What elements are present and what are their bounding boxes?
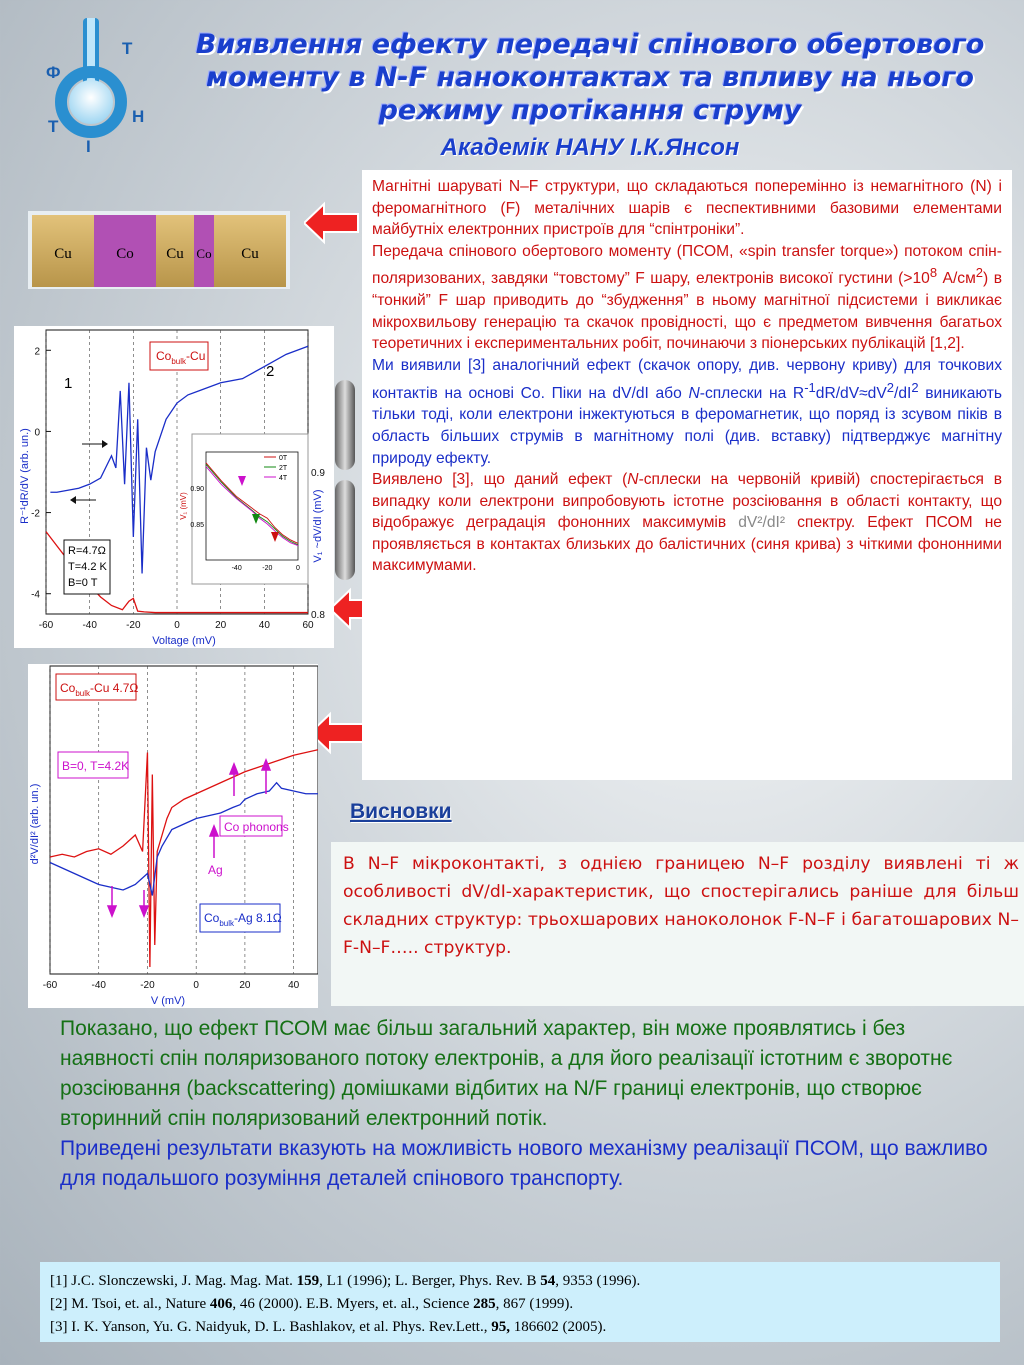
x-tick-label: -20 (140, 980, 155, 991)
inset-x-tick-label: 0 (296, 565, 300, 572)
paragraph: Магнітні шаруваті N–F структури, що складаються поперемінно із немагнітного (N) і феромагнітного (F) металічних шарів є песпективними базовими елементами майбутніх електронних пристроїв для “спінтроніки”. (372, 178, 1002, 239)
y-tick-label: 2 (34, 346, 40, 358)
paragraph: Виявлено [3], що даний ефект (N-сплески на червоній кривій) спостерігається в випадку коли електрони випробовують істотне розсіювання в області контакту, що відображує деградація фононних максимумів dV²/dI² спектру. Ефект ПСОМ не проявляється в контактах близьких до балістичних (синя крива) з чіткими фононними максимумами. (372, 471, 1002, 575)
x-tick-label: 40 (258, 620, 270, 631)
x-tick-label: 20 (215, 620, 227, 631)
y-tick-label: -4 (31, 589, 40, 601)
x-tick-label: 0 (174, 620, 180, 631)
conclusions-heading: Висновки (350, 800, 452, 823)
title-line: Виявлення ефекту передачі спінового обертового (195, 29, 985, 60)
red-arrow-icon (304, 200, 360, 246)
red-arrow-icon (310, 710, 366, 756)
x-tick-label: -60 (42, 980, 58, 991)
series-label-red: $Co_{bulk}-Cu$ 4.7Ω (60, 681, 139, 698)
paragraph: Передача спінового обертового моменту (ПСОМ, «spin transfer torque») потоком спін-поляризованих, завдяки “товстому” F шару, електронів високої густини ($>10^8$ $А/см^2$) в “тонкий” F шар приводить до “збудження” в ньому магнітної підсистеми і викликає мікрохвильову генерацію та скачок провідності, що є предметом вивчення багатьох теоретичних і експериментальних робіт, починаючи з піонерських публікацій [1,2]. (372, 242, 1002, 353)
x-axis-label: Voltage (mV) (152, 635, 216, 647)
conclusions-text: В N–F мікроконтакті, з однією границею N–F розділу виявлені ті ж особливості dV/dI-характеристик, що спостерігались раніше для більш складних структур: трьохшарових наноколонок F-N–F і багатошарових N–F-N–F….. структур. (331, 842, 1024, 1006)
flask-logo-icon (28, 14, 158, 154)
series-label-blue: $Co_{bulk}-Ag$ 8.1Ω (204, 911, 282, 928)
x-tick-label: 0 (193, 980, 199, 991)
y-tick-label-right: 0.9 (311, 468, 325, 479)
x-axis-label: V (mV) (150, 995, 186, 1007)
curve-label: 2 (266, 363, 275, 380)
legend-label: $Co_{bulk}-Cu$ (156, 349, 206, 366)
ag-label: Ag (208, 863, 223, 877)
inset-y-tick-label: 0.90 (190, 486, 204, 493)
title-line: моменту в N-F наноконтактах та впливу на нього (206, 62, 974, 93)
reference-item: [1] J.C. Slonczewski, J. Mag. Mag. Mat. 159, L1 (1996); L. Berger, Phys. Rev. B 54, 9353 (1996). (50, 1273, 641, 1289)
page-title (180, 28, 1000, 127)
condition-text: B=0 T (68, 577, 98, 589)
title-line: режиму протікання струму (378, 95, 802, 126)
layer-stack-diagram (28, 211, 290, 289)
phonons-label: Co phonons (224, 820, 289, 834)
curve-label: 1 (64, 375, 73, 392)
dvdi-chart (14, 326, 334, 648)
decorative-capsule-icon (334, 380, 356, 580)
x-tick-label: 20 (239, 980, 251, 991)
layer-label: Cu (54, 246, 72, 262)
y-tick-label: 0 (34, 427, 40, 439)
inset-chart (179, 434, 308, 584)
paragraph: Ми виявили [3] аналогічний ефект (скачок опору, див. червону криву) для точкових контактів на основі Co. Піки на dV/dI або N-сплески на $R^{-1}dR/dV\approx dV^2/dI^2$ виникають тільки тоді, коли електрони інжектуються в феромагнетик, що поряд із зсувом піків в область більших струмів в магнітному полі (див. вставку) підтверджує магнітну природу ефекту. (372, 356, 1003, 467)
inset-legend-label: 0T (279, 455, 288, 462)
logo-letter: Т (122, 39, 133, 58)
layer-label: Co (116, 246, 134, 262)
y-axis-label-left: R⁻¹dR/dV (arb. un.) (19, 428, 31, 524)
x-tick-label: 60 (302, 620, 314, 631)
summary-paragraph: Показано, що ефект ПСОМ має більш загальний характер, він може проявлятись і без наявності спін поляризованого потоку електронів, а для його реалізації істотним є зворотнє розсіювання (backscattering) домішками відбитих на N/F границі електронів, що створює вторинний спін поляризований електронний потік. (60, 1017, 953, 1130)
inset-x-tick-label: -20 (262, 565, 273, 572)
reference-item: [3] I. K. Yanson, Yu. G. Naidyuk, D. L. Bashlakov, et al. Phys. Rev.Lett., 95, 186602 (2005). (50, 1319, 607, 1335)
references-box (40, 1262, 1000, 1342)
y-tick-label: -2 (31, 508, 40, 520)
inset-y-label: V₁ (mV) (179, 492, 188, 520)
x-tick-label: -60 (38, 620, 54, 631)
logo-letter: І (86, 137, 91, 154)
layer-label: Cu (166, 246, 184, 262)
d2vdi2-chart (28, 664, 318, 1008)
condition-text: B=0, T=4.2K (62, 759, 130, 773)
reference-item: [2] M. Tsoi, et. al., Nature 406, 46 (2000). E.B. Myers, et. al., Science 285, 867 (1999). (50, 1296, 574, 1312)
layer-label: Co (196, 246, 212, 261)
y-axis-label: d²V/dI² (arb. un.) (29, 783, 41, 865)
summary-paragraph: Приведені результати вказують на можливість нового механізму реалізації ПСОМ, що важливо для подальшого розуміння деталей спінового транспорту. (60, 1137, 988, 1190)
y-axis-label-right: V₁ ~dV/dI (mV) (312, 489, 324, 563)
author-name: Академік НАНУ І.К.Янсон (440, 134, 740, 161)
inset-legend-label: 4T (279, 475, 288, 482)
inset-x-tick-label: -40 (231, 565, 242, 572)
x-tick-label: -20 (126, 620, 141, 631)
x-tick-label: 40 (288, 980, 300, 991)
summary-text (60, 1014, 1000, 1194)
layer-label: Cu (241, 246, 259, 262)
main-text-panel (362, 170, 1012, 780)
inset-y-tick-label: 0.85 (190, 522, 204, 529)
x-tick-label: -40 (91, 980, 106, 991)
condition-text: R=4.7Ω (68, 545, 106, 557)
logo-letter: Т (48, 117, 59, 136)
condition-text: T=4.2 K (68, 561, 107, 573)
logo-letter: Н (132, 107, 145, 126)
logo-letter: Ф (46, 63, 61, 82)
y-tick-label-right: 0.8 (311, 610, 325, 621)
x-tick-label: -40 (82, 620, 97, 631)
inset-legend-label: 2T (279, 465, 288, 472)
